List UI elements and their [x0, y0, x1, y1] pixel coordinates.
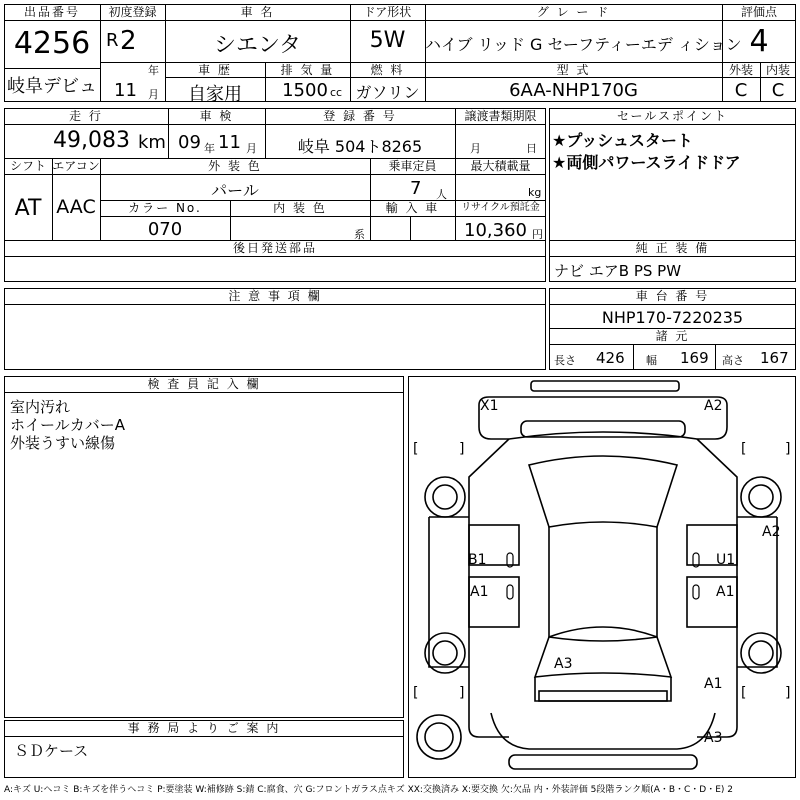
shift: AT [14, 196, 42, 221]
svg-text:]: ] [459, 441, 465, 457]
int-grade: C [771, 80, 785, 101]
load-label: 最大積載量 [470, 159, 531, 173]
import-label: 輸 入 車 [385, 201, 440, 215]
office-text: ＳＤケース [14, 742, 89, 760]
svg-text:]: ] [459, 685, 465, 701]
interior-unit: 系 [354, 228, 365, 241]
sales-label: セールスポイント [617, 109, 728, 123]
grade: ハイブ リッド G セーフティーエデ ィション [425, 35, 742, 54]
score-label: 評価点 [740, 5, 777, 19]
lot-no: 4256 [13, 26, 91, 61]
mark-x1: X1 [480, 398, 499, 414]
car-outline-diagram [409, 377, 797, 779]
recycle-label: リサイクル預託金 [461, 202, 540, 213]
model-label: 型 式 [556, 63, 591, 77]
mark-a2-top: A2 [704, 398, 723, 414]
svg-text:[: [ [741, 441, 747, 457]
capacity-unit: 人 [436, 188, 447, 201]
svg-text:]: ] [785, 685, 791, 701]
mark-a1-rear: A1 [704, 676, 723, 692]
inspection-year-unit: 年 [204, 142, 215, 155]
inspector-line-1: 室内汚れ [10, 398, 71, 416]
reg-month: 11 [114, 80, 137, 101]
first-reg-label: 初度登録 [108, 5, 157, 19]
model: 6AA-NHP170G [509, 80, 638, 101]
chassis-label: 車 台 番 号 [635, 289, 710, 303]
color: パール [211, 181, 259, 200]
sales-point-2: ★両側パワースライドドア [552, 153, 741, 172]
equipment: ナビ エアB PS PW [554, 262, 682, 280]
history: 自家用 [188, 84, 242, 105]
dims-label: 諸 元 [655, 329, 690, 343]
reg-year: 2 [120, 26, 137, 56]
transfer-day: 日 [526, 142, 537, 155]
inspection-month-unit: 月 [246, 142, 257, 155]
load-unit: kg [528, 186, 542, 199]
color-no-label: カラー No. [128, 201, 202, 215]
lot-no-label: 出品番号 [23, 5, 80, 19]
inspector-line-2: ホイールカバーA [10, 416, 125, 434]
parts-label: 後日発送部品 [232, 241, 317, 255]
mileage-label: 走 行 [69, 109, 103, 123]
displacement-unit: cc [330, 86, 343, 99]
length-label: 長さ [554, 354, 576, 367]
chassis-number: NHP170-7220235 [601, 308, 744, 327]
fuel-label: 燃 料 [370, 63, 405, 77]
inspection-year: 09 [178, 132, 201, 153]
transfer-month: 月 [470, 142, 481, 155]
transfer-label: 譲渡書類期限 [464, 109, 537, 123]
era: R [106, 30, 119, 51]
int-label: 内装 [765, 63, 790, 77]
height-label: 高さ [722, 354, 744, 367]
inspector-label: 検 査 員 記 入 欄 [147, 377, 261, 391]
score: 4 [749, 24, 769, 59]
history-label: 車 歴 [198, 63, 232, 77]
ac: AAC [56, 196, 96, 218]
capacity-label: 乗車定員 [388, 159, 437, 173]
equipment-label: 純 正 装 備 [635, 241, 710, 255]
height: 167 [760, 349, 789, 367]
mark-a1-left: A1 [470, 584, 489, 600]
recycle-unit: 円 [532, 228, 543, 241]
capacity: 7 [410, 178, 422, 199]
inspection-label: 車 検 [199, 109, 234, 123]
year-unit: 年 [148, 64, 159, 77]
mark-b1: B1 [468, 552, 487, 568]
mileage-unit: km [138, 132, 166, 153]
mark-a3-center: A3 [554, 656, 573, 672]
displacement: 1500 [282, 80, 328, 101]
ext-label: 外装 [728, 63, 753, 77]
mark-a2-right: A2 [762, 524, 781, 540]
svg-text:[: [ [741, 685, 747, 701]
door-type: 5W [369, 28, 406, 53]
width: 169 [680, 349, 709, 367]
venue: 岐阜デビュ [7, 76, 97, 97]
svg-text:[: [ [413, 441, 419, 457]
notes-label: 注 意 事 項 欄 [228, 289, 322, 303]
displacement-label: 排 気 量 [280, 63, 335, 77]
legend: A:キズ U:ヘコミ B:キズを伴うヘコミ P:要塗装 W:補修跡 S:錆 C:腐食、穴 G:フロントガラス点キズ XX:交換済み X:要交換 欠:欠品 内・外装評価 5段階ランク順(A・B・C・D・E) 2 [4, 785, 734, 795]
fuel: ガソリン [355, 83, 420, 102]
mark-a1-right: A1 [716, 584, 735, 600]
damage-diagram [408, 376, 796, 778]
month-unit: 月 [148, 88, 159, 101]
mark-a3-rear: A3 [704, 730, 723, 746]
width-label: 幅 [646, 354, 657, 367]
color-label: 外 装 色 [208, 159, 262, 173]
door-label: ドア形状 [363, 5, 412, 19]
svg-text:]: ] [785, 441, 791, 457]
length: 426 [596, 349, 625, 367]
grade-label: グ レ ー ド [536, 5, 611, 19]
car-name-label: 車 名 [240, 5, 275, 19]
plate: 岐阜 504ト8265 [297, 137, 423, 156]
ext-grade: C [734, 80, 748, 101]
sales-point-1: ★プッシュスタート [552, 131, 693, 150]
shift-label: シフト [9, 159, 46, 173]
interior-label: 内 装 色 [273, 201, 327, 215]
color-no: 070 [147, 219, 183, 240]
mark-u1: U1 [716, 552, 736, 568]
plate-label: 登 録 番 号 [323, 109, 397, 123]
inspection-month: 11 [218, 132, 241, 153]
car-name: シエンタ [213, 33, 302, 58]
office-label: 事 務 局 よ り ご 案 内 [127, 721, 281, 735]
mileage: 49,083 [53, 128, 130, 153]
inspector-line-3: 外装うすい線傷 [10, 434, 116, 452]
ac-label: エアコン [52, 159, 100, 173]
recycle: 10,360 [464, 220, 527, 241]
svg-text:[: [ [413, 685, 419, 701]
